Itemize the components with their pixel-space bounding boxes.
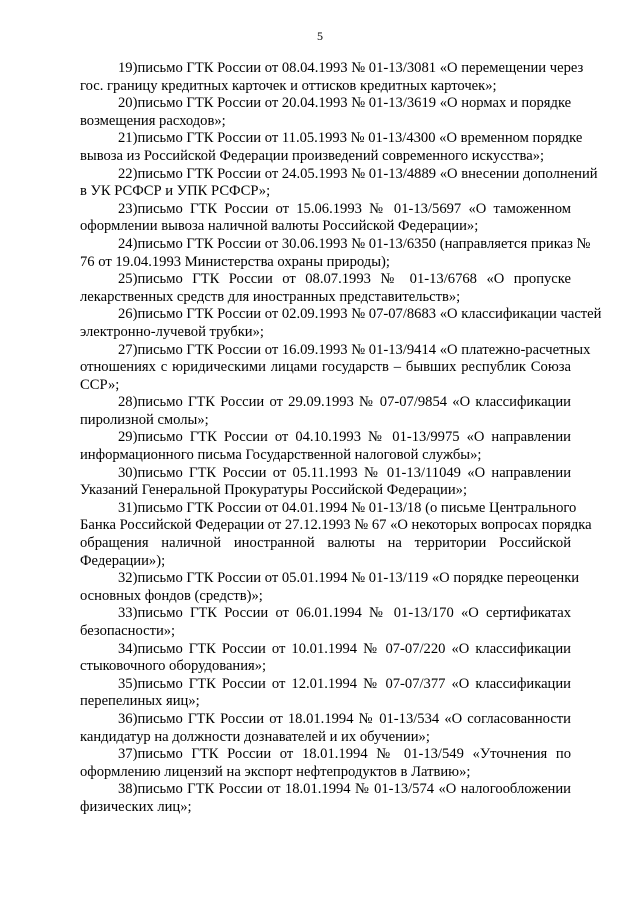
list-item-line: 21)письмо ГТК России от 11.05.1993 № 01-13/4300 «О временном порядке	[118, 130, 583, 147]
list-item-line: Банка Российской Федерации от 27.12.1993 № 67 «О некоторых вопросах порядка	[80, 517, 592, 534]
list-item	[80, 465, 571, 500]
list-item-line: 29)письмо ГТК России от 04.10.1993 № 01-13/9975 «О направлении	[118, 429, 571, 446]
list-item-line: пиролизной смолы»;	[80, 411, 209, 428]
list-item-line: 32)письмо ГТК России от 05.01.1994 № 01-13/119 «О порядке переоценки	[118, 570, 580, 587]
list-item-line: 23)письмо ГТК России от 15.06.1993 № 01-13/5697 «О таможенном	[118, 200, 571, 217]
list-item-line: обращения наличной иностранной валюты на территории Российской	[80, 535, 571, 552]
list-item-line: в УК РСФСР и УПК РСФСР»;	[80, 183, 271, 200]
list-item	[80, 394, 571, 429]
list-item-line: 31)письмо ГТК России от 04.01.1994 № 01-13/18 (о письме Центрального	[118, 499, 577, 516]
list-item-line: 22)письмо ГТК России от 24.05.1993 № 01-13/4889 «О внесении дополнений	[118, 165, 598, 182]
list-item-line: Федерации»);	[80, 552, 166, 569]
list-item-line: 34)письмо ГТК России от 10.01.1994 № 07-07/220 «О классификации	[118, 640, 571, 657]
list-item-line: основных фондов (средств)»;	[80, 587, 263, 604]
list-item-line: 19)письмо ГТК России от 08.04.1993 № 01-13/3081 «О перемещении через	[118, 60, 584, 76]
list-item	[80, 306, 602, 341]
list-item-line: Указаний Генеральной Прокуратуры Российской Федерации»;	[80, 482, 467, 499]
list-item-line: 76 от 19.04.1993 Министерства охраны природы);	[80, 253, 390, 270]
list-item-line: оформлении вывоза наличной валюты Российской Федерации»;	[80, 218, 479, 235]
list-item	[80, 60, 584, 95]
list-item	[80, 781, 571, 816]
list-item	[80, 605, 571, 640]
page-number: 5	[317, 29, 323, 43]
list-item-line: 35)письмо ГТК России от 12.01.1994 № 07-07/377 «О классификации	[118, 675, 571, 692]
list-item-line: электронно-лучевой трубки»;	[80, 323, 264, 340]
list-item-line: 28)письмо ГТК России от 29.09.1993 № 07-07/9854 «О классификации	[118, 394, 571, 411]
list-item-line: кандидатур на должности дознавателей и их обучении»;	[80, 728, 430, 745]
document-body	[80, 60, 602, 817]
list-item-line: отношениях с юридическими лицами государств – бывших республик Союза	[80, 359, 571, 376]
list-item-line: ССР»;	[80, 376, 120, 393]
list-item-line: физических лиц»;	[80, 798, 192, 815]
list-item-line: стыковочного оборудования»;	[80, 658, 267, 675]
list-item-line: 36)письмо ГТК России от 18.01.1994 № 01-13/534 «О согласованности	[118, 710, 571, 727]
list-item-line: гос. границу кредитных карточек и оттисков кредитных карточек»;	[80, 77, 497, 94]
list-item	[80, 429, 571, 464]
list-item	[80, 676, 571, 711]
list-item-line: вывоза из Российской Федерации произведений современного искусства»;	[80, 147, 545, 164]
list-item-line: безопасности»;	[80, 623, 176, 639]
list-item	[80, 499, 592, 570]
list-item	[80, 201, 571, 236]
list-item-line: 33)письмо ГТК России от 06.01.1994 № 01-13/170 «О сертификатах	[118, 605, 571, 622]
list-item-line: 37)письмо ГТК России от 18.01.1994 № 01-13/549 «Уточнения по	[118, 746, 571, 763]
list-item-line: перепелиных яиц»;	[80, 693, 200, 710]
list-item	[80, 130, 583, 165]
list-item	[80, 641, 571, 676]
list-item-line: 24)письмо ГТК России от 30.06.1993 № 01-13/6350 (направляется приказ №	[118, 235, 591, 252]
list-item-line: 25)письмо ГТК России от 08.07.1993 № 01-13/6768 «О пропуске	[118, 271, 571, 288]
list-item-line: оформлению лицензий на экспорт нефтепродуктов в Латвию»;	[80, 763, 471, 780]
list-item-line: 30)письмо ГТК России от 05.11.1993 № 01-13/11049 «О направлении	[118, 464, 571, 481]
list-item-line: лекарственных средств для иностранных представительств»;	[80, 288, 461, 305]
list-item	[80, 341, 591, 395]
list-item-line: информационного письма Государственной налоговой службы»;	[80, 447, 482, 464]
list-item	[80, 271, 571, 306]
list-item	[80, 95, 571, 130]
list-item-line: возмещения расходов»;	[80, 112, 226, 129]
list-item	[80, 711, 571, 746]
list-item	[80, 570, 580, 605]
list-item-line: 20)письмо ГТК России от 20.04.1993 № 01-13/3619 «О нормах и порядке	[118, 95, 572, 112]
list-item-line: 27)письмо ГТК России от 16.09.1993 № 01-13/9414 «О платежно-расчетных	[118, 341, 591, 358]
list-item	[80, 746, 571, 781]
list-item-line: 26)письмо ГТК России от 02.09.1993 № 07-07/8683 «О классификации частей	[118, 306, 602, 323]
list-item-line: 38)письмо ГТК России от 18.01.1994 № 01-13/574 «О налогообложении	[118, 781, 571, 798]
list-item	[80, 235, 591, 271]
list-item	[80, 165, 598, 201]
